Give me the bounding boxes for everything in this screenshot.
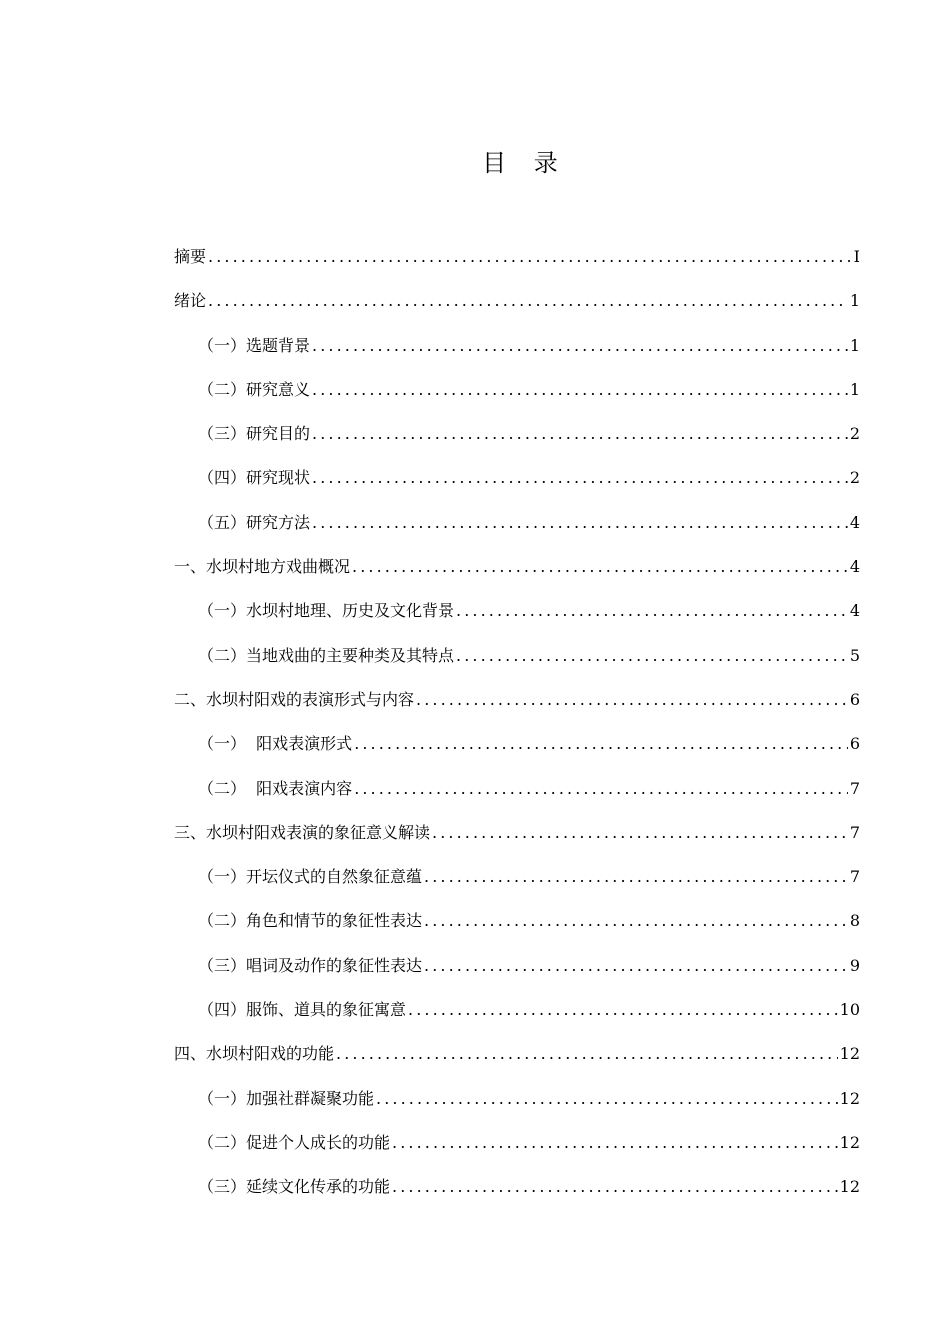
toc-page-number: 7 [849,822,860,842]
toc-entry[interactable] [174,373,860,417]
toc-dot-leader [336,1037,838,1071]
toc-entry-text: （二） 阳戏表演内容 [198,778,353,798]
toc-dot-leader [424,904,848,938]
toc-entry-text: （一）选题背景 [198,335,311,355]
toc-entry[interactable] [174,550,860,594]
toc-dot-leader [424,949,848,983]
toc-page-number: 1 [849,335,860,355]
toc-entry[interactable] [174,904,860,948]
toc-entry-text: （一） 阳戏表演形式 [198,734,353,754]
toc-dot-leader [312,461,848,495]
toc-entry[interactable] [174,1126,860,1170]
toc-entry-text: （三）研究目的 [198,424,311,444]
toc-dot-leader [456,639,848,673]
toc-page-number: 5 [849,645,860,665]
toc-dot-leader [312,506,848,540]
toc-entry[interactable] [174,1037,860,1081]
toc-page-number: 1 [849,291,860,311]
toc-entry-text: （二）研究意义 [198,379,311,399]
toc-entry[interactable] [174,284,860,328]
toc-entry[interactable] [174,594,860,638]
toc-entry[interactable] [174,461,860,505]
toc-entry[interactable] [174,816,860,860]
toc-dot-leader [208,240,852,274]
toc-entry[interactable] [174,506,860,550]
toc-page-number: 4 [849,557,860,577]
toc-entry[interactable] [174,993,860,1037]
toc-page-number: 2 [849,468,860,488]
toc-entry-text: （五）研究方法 [198,512,311,532]
toc-entry-text: （三）延续文化传承的功能 [198,1177,391,1197]
toc-dot-leader [354,727,848,761]
toc-entry[interactable] [174,329,860,373]
toc-page-number: 7 [849,867,860,887]
toc-page-number: 10 [839,1000,860,1020]
toc-entry-text: 四、水坝村阳戏的功能 [174,1044,335,1064]
toc-entry-text: （四）服饰、道具的象征寓意 [198,1000,407,1020]
toc-dot-leader [312,373,848,407]
page-title: 目 录 [482,149,568,177]
toc-page-number: 12 [839,1044,860,1064]
toc-page-number: 4 [849,601,860,621]
toc-entry-text: （二）促进个人成长的功能 [198,1132,391,1152]
toc-page-number: 6 [849,734,860,754]
toc-page-number: 6 [849,689,860,709]
toc-entry-text: （一）开坛仪式的自然象征意蕴 [198,867,423,887]
toc-page-number: 8 [849,911,860,931]
toc-page-number: 12 [839,1088,860,1108]
toc-entry-text: 三、水坝村阳戏表演的象征意义解读 [174,822,431,842]
toc-entry[interactable] [174,240,860,284]
toc-entry-text: （一）加强社群凝聚功能 [198,1088,375,1108]
toc-dot-leader [354,772,848,806]
toc-page-number: 12 [839,1132,860,1152]
toc-entry-text: （四）研究现状 [198,468,311,488]
toc-dot-leader [432,816,848,850]
toc-page-number: I [853,247,860,266]
toc-page-number: 2 [849,424,860,444]
toc-dot-leader [312,329,848,363]
toc-dot-leader [392,1126,838,1160]
toc-dot-leader [456,594,848,628]
toc-entry-text: 摘要 [174,247,207,266]
toc-page-number: 9 [849,955,860,975]
toc-entry[interactable] [174,949,860,993]
toc-entry[interactable] [174,639,860,683]
toc-dot-leader [416,683,848,717]
toc-entry[interactable] [174,1170,860,1214]
toc-page-number: 12 [839,1177,860,1197]
toc-entry-text: （二）角色和情节的象征性表达 [198,911,423,931]
toc-entry-text: 一、水坝村地方戏曲概况 [174,557,351,577]
toc-dot-leader [424,860,848,894]
toc-entry[interactable] [174,727,860,771]
toc-entry-text: （三）唱词及动作的象征性表达 [198,955,423,975]
toc-entry[interactable] [174,772,860,816]
toc-entry-text: 绪论 [174,291,207,311]
table-of-contents [174,240,860,1215]
toc-dot-leader [208,284,848,318]
toc-entry-text: （二）当地戏曲的主要种类及其特点 [198,645,455,665]
toc-entry[interactable] [174,417,860,461]
toc-dot-leader [376,1082,838,1116]
toc-dot-leader [352,550,848,584]
toc-page-number: 4 [849,512,860,532]
toc-entry[interactable] [174,860,860,904]
toc-dot-leader [392,1170,838,1204]
toc-entry[interactable] [174,683,860,727]
toc-dot-leader [312,417,848,451]
toc-page-number: 1 [849,379,860,399]
toc-page-number: 7 [849,778,860,798]
toc-entry-text: 二、水坝村阳戏的表演形式与内容 [174,689,415,709]
toc-entry-text: （一）水坝村地理、历史及文化背景 [198,601,455,621]
toc-dot-leader [408,993,838,1027]
toc-entry[interactable] [174,1082,860,1126]
